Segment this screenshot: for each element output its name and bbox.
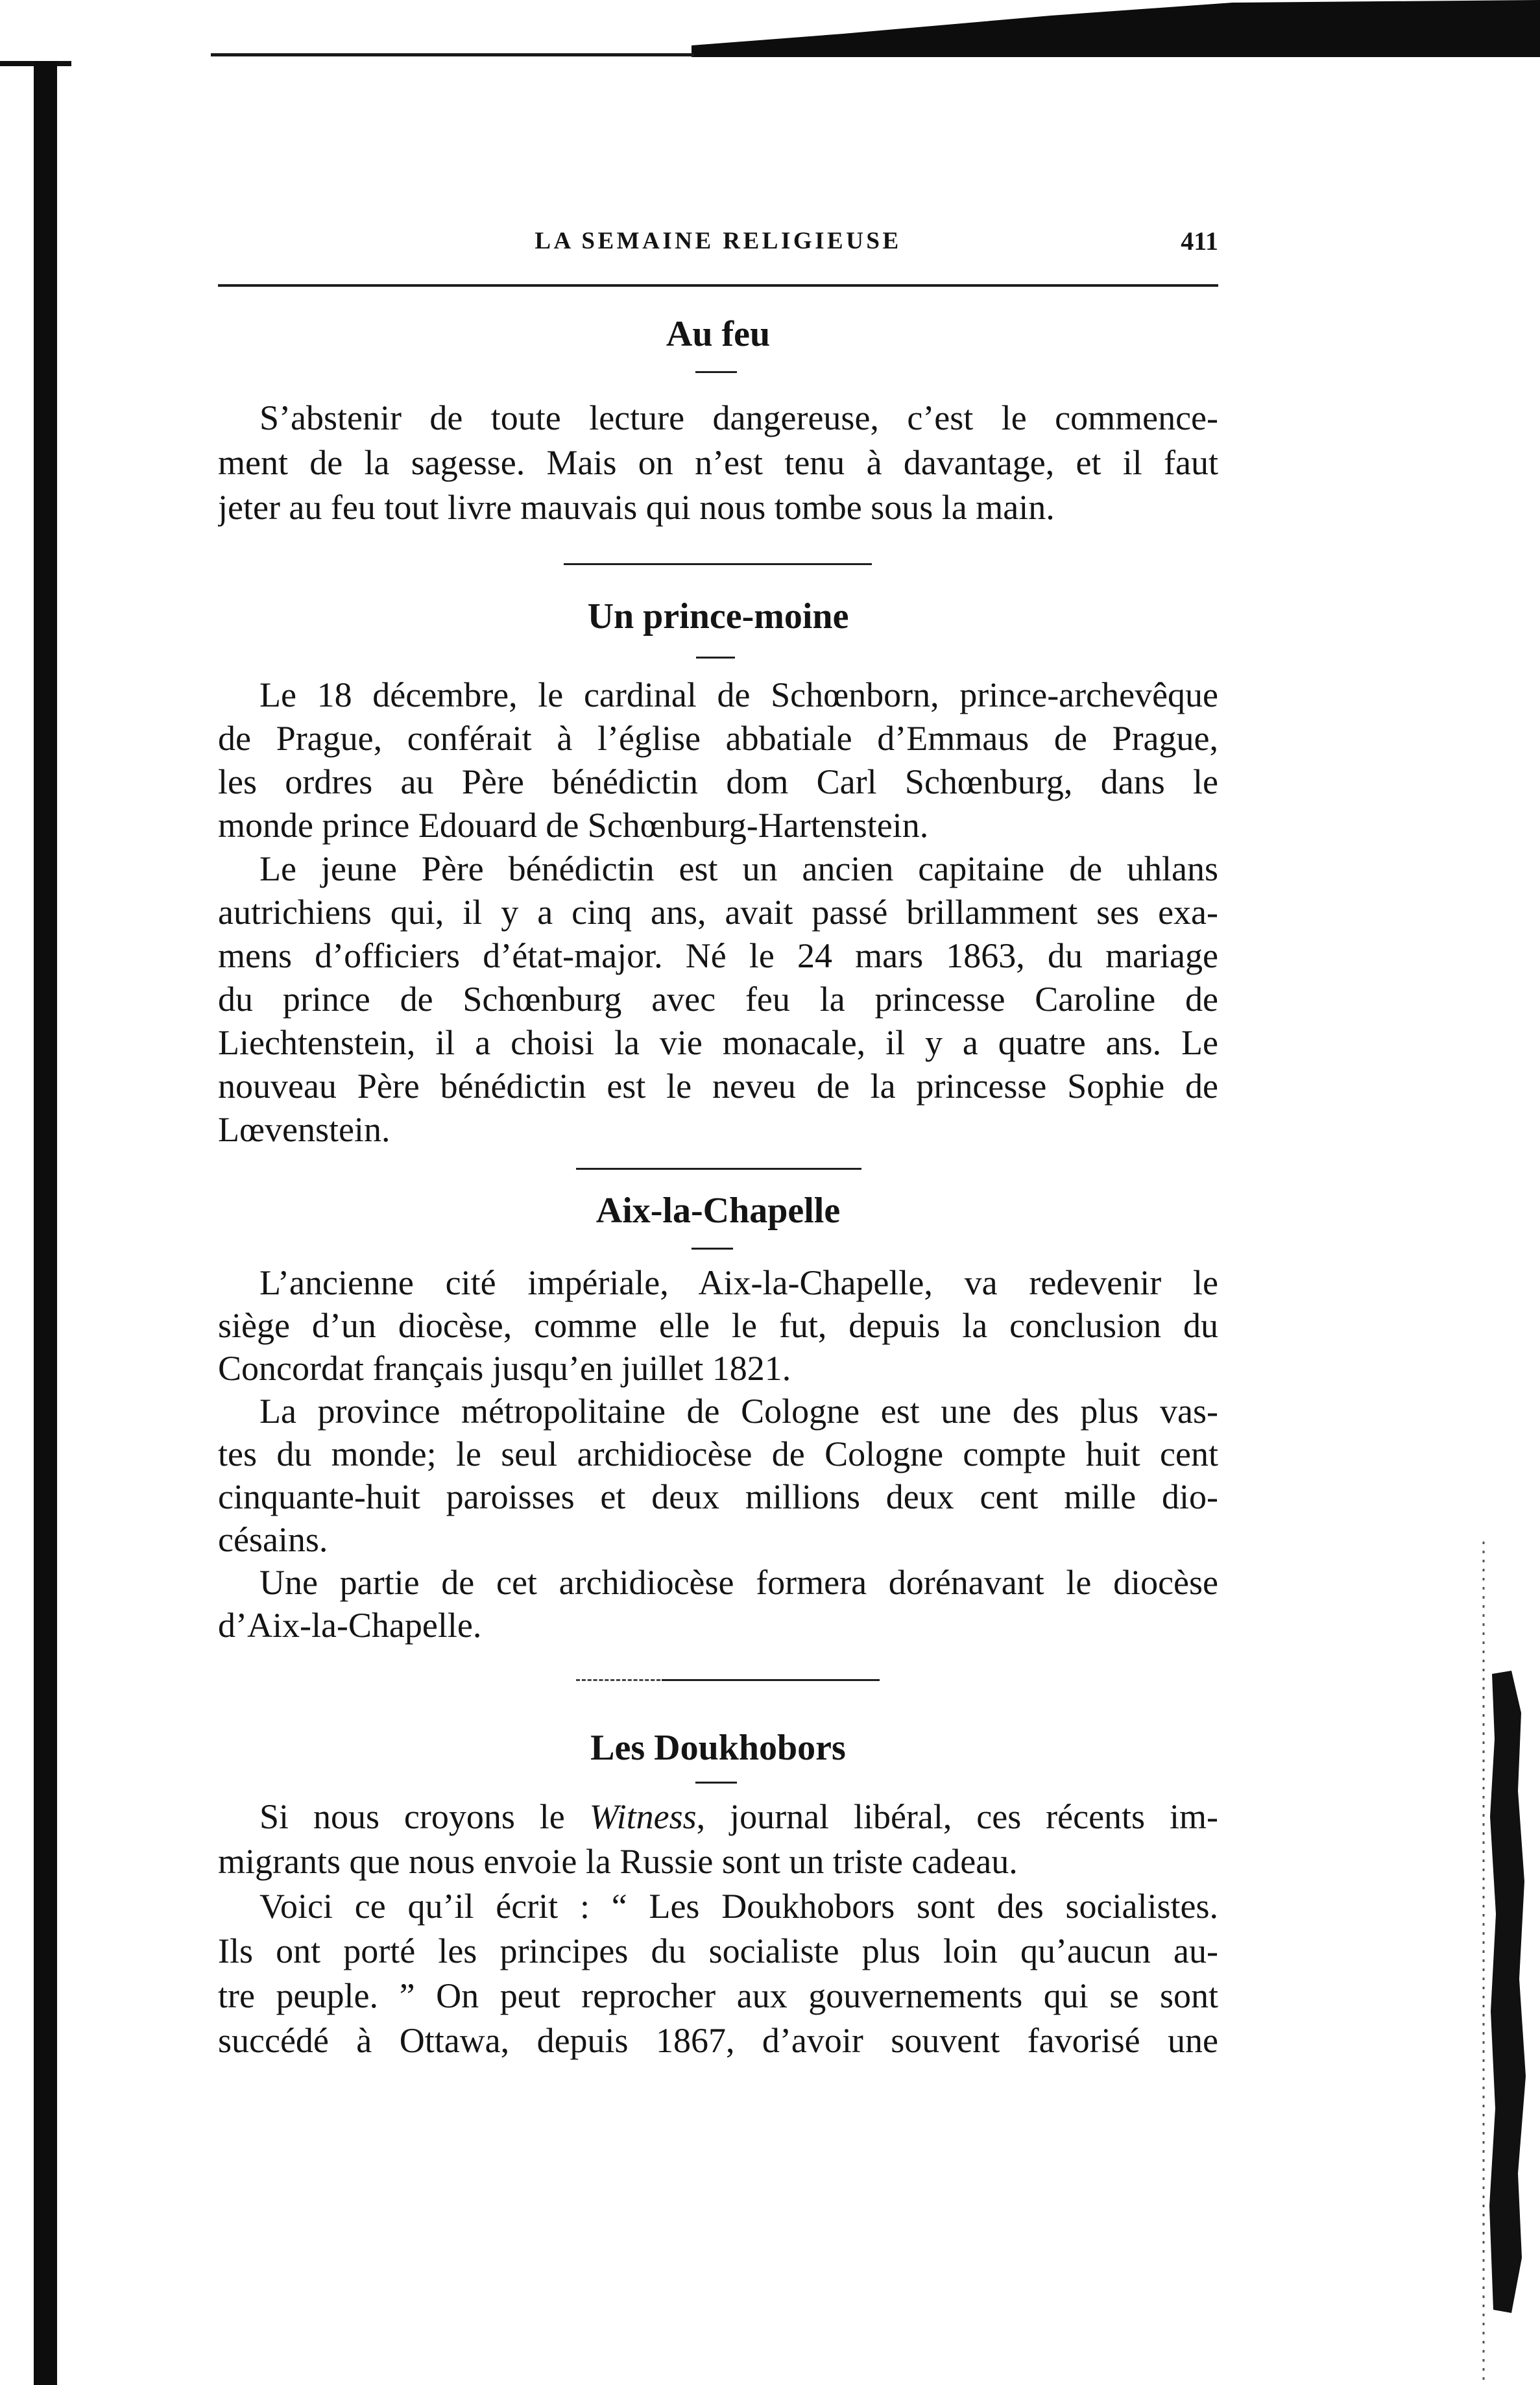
section-separator [564, 563, 872, 565]
text-line: autrichiens qui, il y a cinq ans, avait passé brillamment ses exa- [218, 893, 1218, 932]
article-title: Les Doukhobors [590, 1728, 846, 1768]
text-line: La province métropolitaine de Cologne est une des plus vas- [259, 1392, 1218, 1431]
header-rule [218, 284, 1218, 287]
text-line: L’ancienne cité impériale, Aix-la-Chapelle, va redevenir le [259, 1263, 1218, 1302]
text-line: tes du monde; le seul archidiocèse de Cologne compte huit cent [218, 1435, 1218, 1473]
text-line: du prince de Schœnburg avec feu la princesse Caroline de [218, 980, 1218, 1019]
scan-edge-right-strip [1489, 1671, 1526, 2313]
text-line: siège d’un diocèse, comme elle le fut, depuis la conclusion du [218, 1306, 1218, 1345]
text-line: mens d’officiers d’état-major. Né le 24 mars 1863, du mariage [218, 936, 1218, 975]
text-line: Une partie de cet archidiocèse formera dorénavant le diocèse [259, 1563, 1218, 1602]
text-line [218, 1795, 1218, 1839]
article-body [218, 1261, 1218, 1647]
text-line: nouveau Père bénédictin est le neveu de la princesse Sophie de [218, 1067, 1218, 1106]
text-line: tre peuple. ” On peut reprocher aux gouvernements qui se sont [218, 1976, 1218, 2015]
text-line: Le 18 décembre, le cardinal de Schœnborn, prince-archevêque [259, 675, 1218, 714]
paragraph [218, 1261, 1218, 1390]
text-line: ment de la sagesse. Mais on n’est tenu à davantage, et il faut [218, 443, 1218, 482]
paragraph [218, 1561, 1218, 1647]
paragraph [218, 1884, 1218, 2063]
text-line: d’Aix-la-Chapelle. [218, 1606, 482, 1645]
text-line: S’abstenir de toute lecture dangereuse, c’est le commence- [259, 398, 1218, 437]
scan-edge-top-line [211, 53, 694, 56]
paragraph [218, 1795, 1218, 1884]
text-line: migrants que nous envoie la Russie sont un triste cadeau. [218, 1842, 1018, 1881]
paragraph [218, 1390, 1218, 1561]
text-line: césains. [218, 1520, 328, 1559]
article-title: Un prince-moine [587, 596, 849, 636]
scan-edge-top-band [692, 0, 1540, 57]
page-number: 411 [1181, 226, 1218, 256]
article-title: Aix-la-Chapelle [596, 1191, 841, 1231]
title-dash [695, 1782, 737, 1784]
section-separator [662, 1679, 880, 1681]
scan-edge-left-stub [0, 61, 71, 66]
text-line: Voici ce qu’il écrit : “ Les Doukhobors sont des socialistes. [259, 1887, 1218, 1926]
article-title: Au feu [666, 314, 771, 354]
text-line: Lœvenstein. [218, 1110, 391, 1149]
article-body [218, 1795, 1218, 2063]
text-line: Liechtenstein, il a choisi la vie monacale, il y a quatre ans. Le [218, 1023, 1218, 1062]
text-line: Le jeune Père bénédictin est un ancien capitaine de uhlans [259, 849, 1218, 888]
paragraph [218, 847, 1218, 1152]
text-line: monde prince Edouard de Schœnburg-Hartenstein. [218, 806, 929, 845]
scan-edge-left-bar [34, 61, 57, 2385]
text-segment: Si nous croyons le [259, 1797, 590, 1836]
text-line: succédé à Ottawa, depuis 1867, d’avoir souvent favorisé une [218, 2021, 1218, 2060]
italic-publication-name: Witness [589, 1797, 697, 1836]
text-line: cinquante-huit paroisses et deux millions deux cent mille dio- [218, 1477, 1218, 1516]
text-line: de Prague, conférait à l’église abbatiale d’Emmaus de Prague, [218, 719, 1218, 758]
article-body [218, 673, 1218, 1152]
title-dash [696, 657, 735, 659]
paragraph [218, 673, 1218, 847]
title-dash [692, 1248, 733, 1250]
paragraph [218, 396, 1218, 530]
article-body [218, 396, 1218, 530]
text-line: Concordat français jusqu’en juillet 1821. [218, 1349, 791, 1388]
text-line: jeter au feu tout livre mauvais qui nous tombe sous la main. [218, 488, 1055, 527]
running-title: LA SEMAINE RELIGIEUSE [535, 228, 902, 254]
text-line: les ordres au Père bénédictin dom Carl Schœnburg, dans le [218, 762, 1218, 801]
section-separator [576, 1168, 861, 1170]
running-head [218, 226, 1218, 256]
text-line: Ils ont porté les principes du socialiste plus loin qu’aucun au- [218, 1931, 1218, 1970]
title-dash [695, 371, 737, 373]
section-separator-dotted [576, 1679, 660, 1681]
text-segment: , journal libéral, ces récents im- [696, 1797, 1218, 1836]
